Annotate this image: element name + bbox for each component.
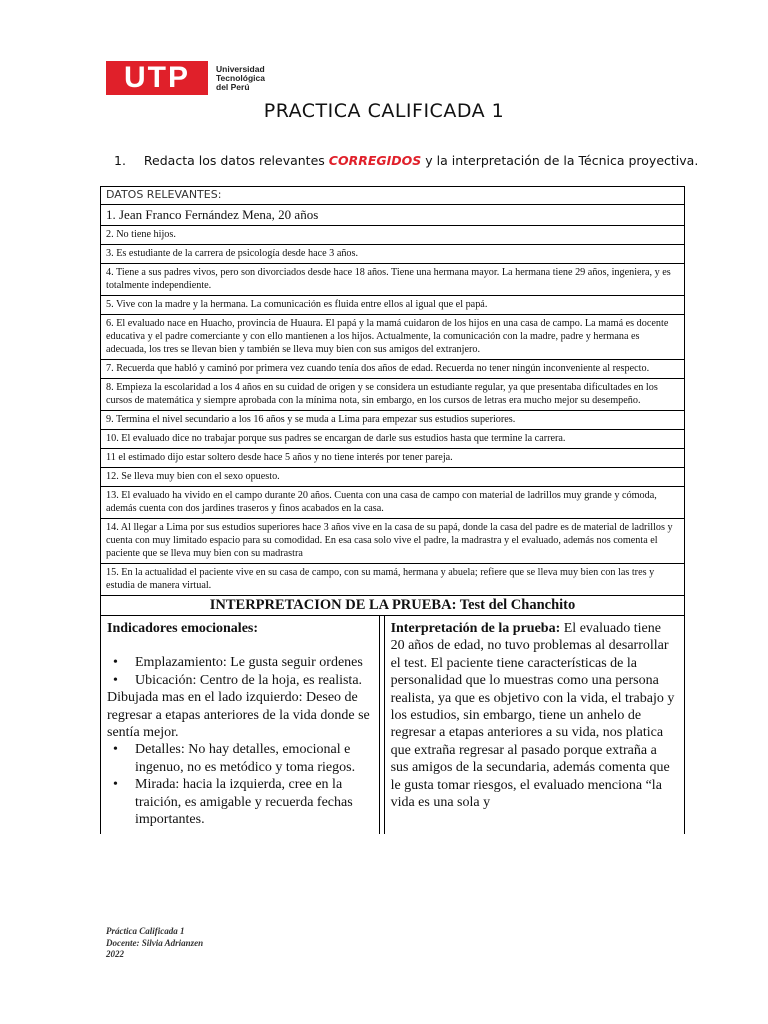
list-item <box>107 741 373 776</box>
page-title: PRACTICA CALIFICADA 1 <box>263 100 505 122</box>
list-item <box>107 776 373 828</box>
logo-line: Universidad <box>216 63 265 74</box>
table-row: 7. Recuerda que habló y caminó por primera vez cuando tenía dos años de edad. Recuerda no tener ningún inconveniente al respecto. <box>101 360 684 379</box>
table-row: 2. No tiene hijos. <box>101 226 684 245</box>
bullet-text: Ubicación: Centro de la hoja, es realista. <box>135 672 363 688</box>
bullet-icon: • <box>113 742 118 758</box>
table-row: 14. Al llegar a Lima por sus estudios superiores hace 3 años vive en la casa de su papá, donde la casa del padre es de material de ladrillos y cuenta con muy limitado espacio para su comodidad. En esa casa solo vive el padre, la madrastra y el evaluado, además nos comenta el paciente que se lleva muy bien con su madrastra <box>101 519 684 564</box>
table-row: 12. Se lleva muy bien con el sexo opuesto. <box>101 468 684 487</box>
instruction-number: 1. <box>114 153 126 168</box>
utp-logo <box>106 60 265 96</box>
test-interpretation-heading: Interpretación de la prueba: <box>390 621 561 636</box>
table-row: 6. El evaluado nace en Huacho, provincia de Huaura. El papá y la mamá cuidaron de los hijos en una casa de campo. La mamá es docente educativa y el padre comerciante y con ello mantienen a los hijos. Actualmente, la comunicación con la madre, padre y hermana es adecuada, los tres se llevan bien y también se lleva muy bien con sus amigos del extranjero. <box>101 315 684 360</box>
footer-line: Práctica Calificada 1 <box>106 926 185 936</box>
utp-logo-text <box>216 65 265 92</box>
bullet-text: Detalles: No hay detalles, emocional e ingenuo, no es metódico y toma riegos. <box>135 742 356 775</box>
bullet-icon: • <box>113 672 118 688</box>
instruction-highlight: CORREGIDOS <box>328 153 422 168</box>
list-item <box>107 654 373 671</box>
table-row: 11 el estimado dijo estar soltero desde hace 5 años y no tiene interés por tener pareja. <box>101 449 684 468</box>
data-table <box>100 186 685 834</box>
footer-line: Docente: Silvia Adrianzen <box>106 937 204 948</box>
test-interpretation-cell <box>384 616 684 834</box>
table-row: 9. Termina el nivel secundario a los 16 años y se muda a Lima para empezar sus estudios superiores. <box>101 411 684 430</box>
table-row: 3. Es estudiante de la carrera de psicología desde hace 3 años. <box>101 245 684 264</box>
emotional-indicators-cell <box>101 616 380 834</box>
interpretation-title: INTERPRETACION DE LA PRUEBA: Test del Chanchito <box>101 596 684 616</box>
table-row: 8. Empieza la escolaridad a los 4 años en su cuidad de origen y se considera un estudiante regular, ya que presentaba dificultades en los cursos de matemática y siempre aprobada con la mínima nota, sin embargo, en los cursos de letras era mucho mejor su desempeño. <box>101 379 684 411</box>
table-header: DATOS RELEVANTES: <box>101 187 684 205</box>
interpretation-columns <box>101 616 684 834</box>
footer-line: 2022 <box>106 949 124 959</box>
logo-line: del Perú <box>216 81 250 92</box>
bullet-text: Mirada: hacia la izquierda, cree en la traición, es amigable y recuerda fechas importantes. <box>135 777 353 828</box>
table-row: 10. El evaluado dice no trabajar porque sus padres se encargan de darle sus estudios hasta que termine la carrera. <box>101 430 684 449</box>
table-row: 4. Tiene a sus padres vivos, pero son divorciados desde hace 18 años. Tiene una hermana mayor. La hermana tiene 29 años, ingeniera, y es totalmente independiente. <box>101 264 684 296</box>
page-footer <box>106 926 203 961</box>
table-row: 15. En la actualidad el paciente vive en su casa de campo, con su mamá, hermana y abuela; refiere que se lleva muy bien con las tres y estudia de manera virtual. <box>101 564 684 596</box>
table-row: 5. Vive con la madre y la hermana. La comunicación es fluida entre ellos al igual que el papá. <box>101 296 684 315</box>
table-row: 1. Jean Franco Fernández Mena, 20 años <box>101 205 684 226</box>
list-item <box>107 672 373 689</box>
instruction-text-before: Redacta los datos relevantes <box>143 153 325 168</box>
logo-line: Tecnológica <box>216 72 265 83</box>
test-interpretation-text: El evaluado tiene 20 años de edad, no tuvo problemas al desarrollar el test. El paciente tiene características de la personalidad que lo muestras como una persona realista, ya que es objetivo con la vida, el trabajo y los estudios, sin embargo, tiene un anhelo de regresar a etapas anteriores a su vida, nos platica que extraña regresar al pasado porque extraña a sus amigos de la secundaria, además comenta que le gusta tomar riesgos, el evaluado menciona “la vida es una sola y <box>390 621 675 811</box>
bullet-icon: • <box>113 655 118 671</box>
utp-logo-mark: UTP <box>106 61 208 95</box>
bullet-text: Emplazamiento: Le gusta seguir ordenes <box>135 655 363 671</box>
bullet-icon: • <box>113 777 118 793</box>
emotional-indicators-heading: Indicadores emocionales: <box>107 621 259 636</box>
paragraph: Dibujada mas en el lado izquierdo: Deseo de regresar a etapas anteriores de la vida donde se sentía mejor. <box>107 690 370 741</box>
instruction-text-after: y la interpretación de la Técnica proyectiva. <box>425 153 699 168</box>
instruction <box>114 153 698 168</box>
table-row: 13. El evaluado ha vivido en el campo durante 20 años. Cuenta con una casa de campo con material de ladrillos muy grande y cómoda, además cuenta con dos jardines traseros y finos acabados en la casa. <box>101 487 684 519</box>
